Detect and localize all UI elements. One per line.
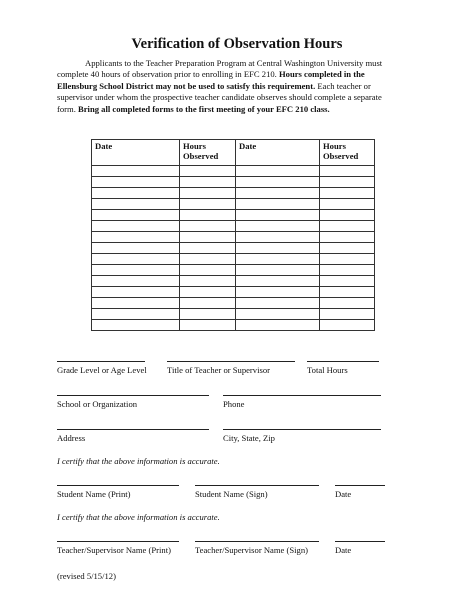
date-cell[interactable] xyxy=(92,232,180,243)
header-date-1: Date xyxy=(92,140,180,166)
table-row xyxy=(92,177,375,188)
teacher-name-sign-line[interactable] xyxy=(195,541,319,542)
hours-cell[interactable] xyxy=(320,298,375,309)
date-cell[interactable] xyxy=(236,298,320,309)
date-cell[interactable] xyxy=(92,320,180,331)
hours-cell[interactable] xyxy=(180,254,236,265)
log-body xyxy=(92,166,375,331)
hours-cell[interactable] xyxy=(320,210,375,221)
form-title: Verification of Observation Hours xyxy=(131,36,343,52)
date-cell[interactable] xyxy=(92,276,180,287)
grade-level-label: Grade Level or Age Level xyxy=(57,365,147,375)
intro-bold-2: Bring all completed forms to the first meeting of your EFC 210 class. xyxy=(78,103,330,114)
teacher-date-label: Date xyxy=(335,545,352,555)
table-row xyxy=(92,309,375,320)
date-cell[interactable] xyxy=(92,210,180,221)
intro-bold-1: Hours completed in the Ellensburg School District may not be used to satisfy this requirement. xyxy=(57,69,365,91)
teacher-name-print-label: Teacher/Supervisor Name (Print) xyxy=(57,545,171,555)
date-cell[interactable] xyxy=(236,243,320,254)
hours-cell[interactable] xyxy=(180,166,236,177)
phone-line[interactable] xyxy=(223,395,381,396)
hours-cell[interactable] xyxy=(320,265,375,276)
hours-cell[interactable] xyxy=(180,210,236,221)
date-cell[interactable] xyxy=(92,221,180,232)
date-cell[interactable] xyxy=(236,199,320,210)
date-cell[interactable] xyxy=(92,298,180,309)
school-label: School or Organization xyxy=(57,399,138,409)
table-row xyxy=(92,199,375,210)
hours-cell[interactable] xyxy=(320,221,375,232)
hours-cell[interactable] xyxy=(180,287,236,298)
grade-level-line[interactable] xyxy=(57,361,145,362)
hours-cell[interactable] xyxy=(180,232,236,243)
address-label: Address xyxy=(57,433,86,443)
table-row xyxy=(92,276,375,287)
hours-cell[interactable] xyxy=(180,199,236,210)
header-date-2: Date xyxy=(236,140,320,166)
student-name-print-label: Student Name (Print) xyxy=(57,489,131,499)
hours-cell[interactable] xyxy=(180,243,236,254)
hours-cell[interactable] xyxy=(320,276,375,287)
intro-text-2: Each teacher or supervisor under whom the prospective teacher candidate observes should complete a separate form. xyxy=(57,80,382,114)
table-header-row xyxy=(92,140,375,166)
date-cell[interactable] xyxy=(92,188,180,199)
table-row xyxy=(92,243,375,254)
date-cell[interactable] xyxy=(236,265,320,276)
hours-cell[interactable] xyxy=(320,320,375,331)
intro-text-1: Applicants to the Teacher Preparation Program at Central Washington University must complete 40 hours of observation prior to enrolling in EFC 210. xyxy=(57,58,383,80)
student-name-sign-label: Student Name (Sign) xyxy=(195,489,268,499)
student-name-print-line[interactable] xyxy=(57,485,179,486)
hours-cell[interactable] xyxy=(180,298,236,309)
date-cell[interactable] xyxy=(92,177,180,188)
date-cell[interactable] xyxy=(236,320,320,331)
hours-cell[interactable] xyxy=(180,221,236,232)
hours-cell[interactable] xyxy=(320,199,375,210)
hours-cell[interactable] xyxy=(320,243,375,254)
date-cell[interactable] xyxy=(236,177,320,188)
student-certify-text: I certify that the above information is accurate. xyxy=(57,456,220,466)
table-row xyxy=(92,232,375,243)
date-cell[interactable] xyxy=(236,287,320,298)
table-row xyxy=(92,287,375,298)
intro-paragraph xyxy=(57,58,392,115)
date-cell[interactable] xyxy=(92,265,180,276)
total-hours-label: Total Hours xyxy=(307,365,348,375)
teacher-date-line[interactable] xyxy=(335,541,385,542)
date-cell[interactable] xyxy=(236,309,320,320)
revision-note: (revised 5/15/12) xyxy=(57,571,116,581)
table-row xyxy=(92,298,375,309)
total-hours-line[interactable] xyxy=(307,361,379,362)
teacher-title-label: Title of Teacher or Supervisor xyxy=(167,365,270,375)
observation-log-table xyxy=(91,139,375,331)
date-cell[interactable] xyxy=(92,254,180,265)
hours-cell[interactable] xyxy=(320,177,375,188)
date-cell[interactable] xyxy=(236,221,320,232)
teacher-certify-text: I certify that the above information is accurate. xyxy=(57,512,220,522)
hours-cell[interactable] xyxy=(180,309,236,320)
date-cell[interactable] xyxy=(236,188,320,199)
date-cell[interactable] xyxy=(92,287,180,298)
city-state-zip-line[interactable] xyxy=(223,429,381,430)
hours-cell[interactable] xyxy=(320,166,375,177)
table-row xyxy=(92,210,375,221)
teacher-name-sign-label: Teacher/Supervisor Name (Sign) xyxy=(195,545,308,555)
date-cell[interactable] xyxy=(236,210,320,221)
hours-cell[interactable] xyxy=(180,188,236,199)
hours-cell[interactable] xyxy=(180,265,236,276)
header-hours-1: Hours Observed xyxy=(180,140,236,166)
student-name-sign-line[interactable] xyxy=(195,485,319,486)
date-cell[interactable] xyxy=(236,166,320,177)
teacher-title-line[interactable] xyxy=(167,361,295,362)
hours-cell[interactable] xyxy=(320,287,375,298)
student-date-label: Date xyxy=(335,489,352,499)
header-hours-2: Hours Observed xyxy=(320,140,375,166)
hours-cell[interactable] xyxy=(320,232,375,243)
table-row xyxy=(92,188,375,199)
hours-cell[interactable] xyxy=(320,309,375,320)
school-line[interactable] xyxy=(57,395,209,396)
date-cell[interactable] xyxy=(236,254,320,265)
date-cell[interactable] xyxy=(92,243,180,254)
date-cell[interactable] xyxy=(92,166,180,177)
table-row xyxy=(92,166,375,177)
address-line[interactable] xyxy=(57,429,209,430)
date-cell[interactable] xyxy=(236,232,320,243)
table-row xyxy=(92,265,375,276)
student-date-line[interactable] xyxy=(335,485,385,486)
phone-label: Phone xyxy=(223,399,245,409)
date-cell[interactable] xyxy=(92,309,180,320)
hours-cell[interactable] xyxy=(320,188,375,199)
hours-cell[interactable] xyxy=(320,254,375,265)
hours-cell[interactable] xyxy=(180,320,236,331)
table-row xyxy=(92,221,375,232)
city-state-zip-label: City, State, Zip xyxy=(223,433,275,443)
teacher-name-print-line[interactable] xyxy=(57,541,179,542)
table-row xyxy=(92,320,375,331)
date-cell[interactable] xyxy=(92,199,180,210)
table-row xyxy=(92,254,375,265)
date-cell[interactable] xyxy=(236,276,320,287)
hours-cell[interactable] xyxy=(180,177,236,188)
hours-cell[interactable] xyxy=(180,276,236,287)
